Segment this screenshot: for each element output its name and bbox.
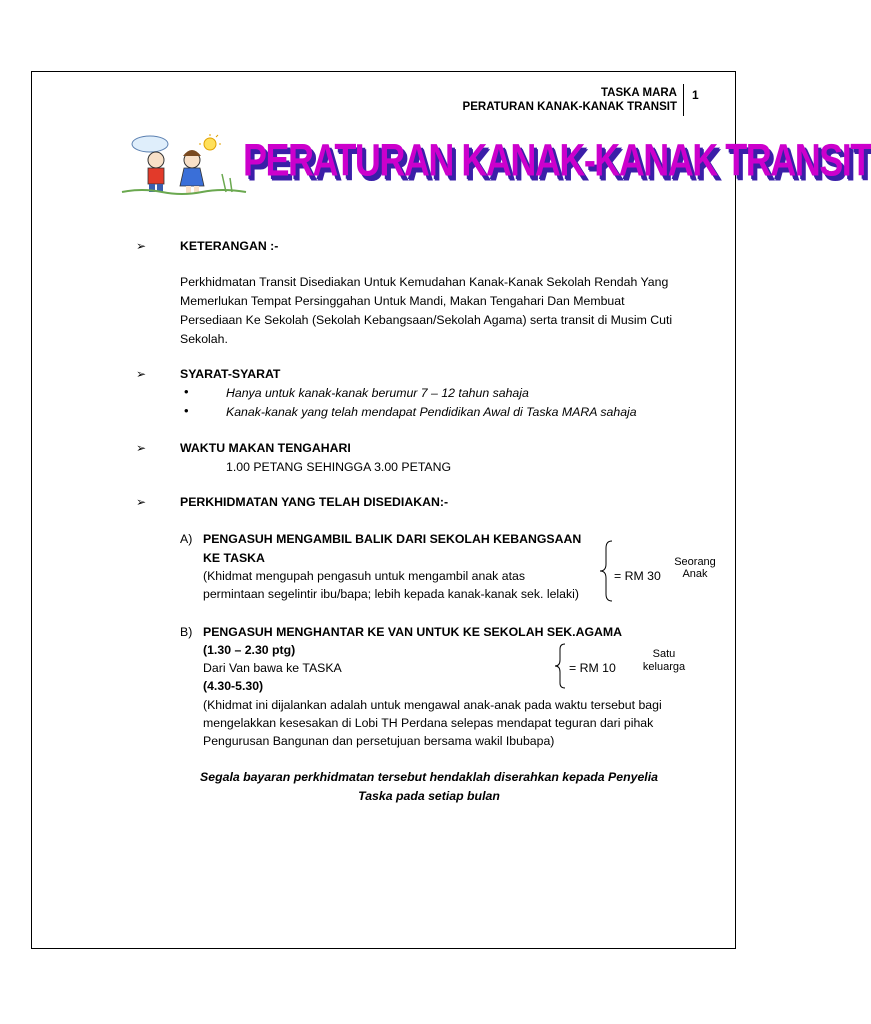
syarat-item: Hanya untuk kanak-kanak berumur 7 – 12 tahun sahaja	[226, 386, 529, 400]
arrow-bullet-icon: ➢	[136, 495, 147, 509]
service-b-note-3: Pengurusan Bangunan dan persetujuan bersama wakil Ibubapa)	[203, 734, 555, 748]
payment-note-line-2: Taska pada setiap bulan	[358, 789, 500, 803]
arrow-bullet-icon: ➢	[136, 239, 147, 253]
service-b-unit-2: keluarga	[642, 661, 686, 673]
bullet-dot-icon: •	[184, 384, 189, 399]
keterangan-line-3: Persediaan Ke Sekolah (Sekolah Kebangsaan/Sekolah Agama) serta transit di Musim Cuti	[180, 313, 673, 327]
arrow-bullet-icon: ➢	[136, 367, 147, 381]
service-b-time-2: (4.30-5.30)	[203, 679, 264, 693]
service-a-title-2: KE TASKA	[203, 551, 265, 565]
service-b-label: B)	[180, 625, 193, 639]
syarat-item: Kanak-kanak yang telah mendapat Pendidikan Awal di Taska MARA sahaja	[226, 405, 637, 419]
service-b-unit-1: Satu	[652, 648, 676, 660]
service-b-note-1: (Khidmat ini dijalankan adalah untuk mengawal anak-anak pada waktu tersebut bagi	[203, 698, 662, 712]
service-a-unit-2: Anak	[682, 568, 708, 580]
keterangan-heading: KETERANGAN :-	[180, 239, 279, 253]
syarat-heading: SYARAT-SYARAT	[180, 367, 281, 381]
page-number: 1	[692, 88, 699, 102]
arrow-bullet-icon: ➢	[136, 441, 147, 455]
service-b-line-2: Dari Van bawa ke TASKA	[203, 661, 342, 675]
children-clipart-image	[122, 134, 246, 196]
keterangan-line-4: Sekolah.	[180, 332, 228, 346]
service-a-label: A)	[180, 532, 193, 546]
waktu-time: 1.00 PETANG SEHINGGA 3.00 PETANG	[226, 460, 452, 474]
service-a-price: = RM 30	[614, 569, 661, 583]
keterangan-line-1: Perkhidmatan Transit Disediakan Untuk Kemudahan Kanak-Kanak Sekolah Rendah Yang	[180, 275, 669, 289]
service-b-title: PENGASUH MENGHANTAR KE VAN UNTUK KE SEKOLAH SEK.AGAMA	[203, 625, 623, 639]
service-b-note-2: mengelakkan kesesakan di Lobi TH Perdana selepas mendapat teguran dari pihak	[203, 716, 654, 730]
document-title: PERATURAN KANAK-KANAK TRANSIT	[243, 134, 871, 186]
service-b-time-1: (1.30 – 2.30 ptg)	[203, 643, 296, 657]
header-divider	[683, 84, 684, 116]
keterangan-line-2: Memerlukan Tempat Persinggahan Untuk Mandi, Makan Tengahari Dan Membuat	[180, 294, 625, 308]
service-a-unit-1: Seorang	[674, 556, 716, 568]
service-a-note-1: (Khidmat mengupah pengasuh untuk mengambil anak atas	[203, 569, 525, 583]
service-a-note-2: permintaan segelintir ibu/bapa; lebih kepada kanak-kanak sek. lelaki)	[203, 587, 579, 601]
header-org: TASKA MARA	[600, 87, 677, 99]
header-doc-title: PERATURAN KANAK-KANAK TRANSIT	[462, 101, 677, 113]
perkhidmatan-heading: PERKHIDMATAN YANG TELAH DISEDIAKAN:-	[180, 495, 449, 509]
service-a-title-1: PENGASUH MENGAMBIL BALIK DARI SEKOLAH KEBANGSAAN	[203, 532, 582, 546]
brace-icon	[598, 540, 614, 602]
bullet-dot-icon: •	[184, 403, 189, 418]
service-b-price: = RM 10	[569, 661, 616, 675]
payment-note-line-1: Segala bayaran perkhidmatan tersebut hendaklah diserahkan kepada Penyelia	[200, 770, 658, 784]
brace-icon	[553, 643, 567, 689]
waktu-heading: WAKTU MAKAN TENGAHARI	[180, 441, 351, 455]
